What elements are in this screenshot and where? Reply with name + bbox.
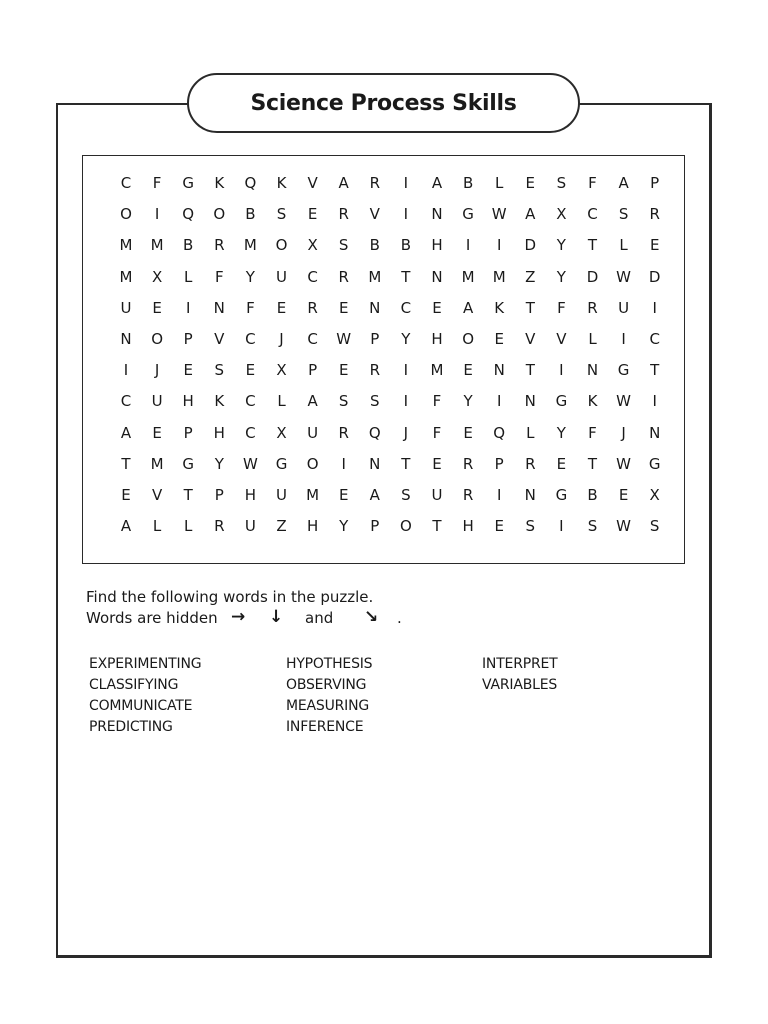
word-list-item: PREDICTING: [89, 719, 173, 735]
grid-cell: U: [307, 423, 319, 442]
grid-cell: M: [306, 486, 320, 504]
grid-cell: O: [462, 330, 474, 348]
grid-cell: M: [243, 236, 257, 255]
grid-cell: R: [338, 267, 349, 286]
grid-cell: V: [307, 174, 318, 192]
grid-cell: S: [401, 486, 411, 504]
grid-cell: E: [649, 236, 660, 255]
grid-cell: E: [494, 330, 504, 348]
grid-cell: C: [245, 423, 256, 442]
grid-cell: R: [369, 174, 381, 192]
grid-cell: O: [399, 517, 412, 536]
grid-cell: F: [432, 423, 442, 442]
grid-row: [0, 424, 768, 456]
grid-cell: Y: [556, 267, 566, 286]
grid-cell: L: [184, 267, 193, 286]
grid-row: [0, 486, 768, 518]
grid-row: [0, 268, 768, 300]
grid-cell: Y: [339, 517, 349, 536]
grid-cell: E: [432, 298, 442, 317]
arrow-right-icon: →: [231, 607, 246, 627]
grid-cell: E: [432, 454, 442, 473]
grid-cell: W: [616, 267, 632, 286]
grid-cell: I: [652, 392, 657, 411]
grid-cell: T: [432, 517, 442, 536]
grid-cell: G: [555, 392, 568, 411]
grid-cell: H: [306, 517, 319, 536]
grid-cell: L: [495, 174, 504, 192]
grid-cell: I: [403, 205, 409, 224]
grid-cell: S: [649, 517, 660, 536]
grid-cell: N: [524, 486, 536, 504]
grid-cell: K: [494, 298, 505, 317]
grid-cell: H: [431, 236, 443, 255]
grid-cell: M: [150, 454, 164, 473]
grid-cell: S: [214, 361, 225, 380]
grid-cell: W: [616, 454, 632, 473]
grid-cell: M: [461, 267, 475, 286]
grid-cell: N: [524, 392, 536, 411]
grid-cell: D: [524, 236, 537, 255]
grid-cell: F: [152, 174, 162, 192]
grid-cell: C: [307, 330, 318, 348]
grid-cell: L: [526, 423, 535, 442]
grid-cell: C: [245, 392, 256, 411]
grid-cell: B: [400, 236, 412, 255]
grid-cell: I: [559, 517, 564, 536]
grid-cell: N: [120, 330, 132, 348]
grid-cell: M: [119, 267, 133, 286]
grid-cell: E: [152, 423, 162, 442]
grid-cell: I: [496, 236, 502, 255]
instruction-prefix: Words are hidden: [86, 609, 218, 627]
grid-cell: U: [431, 486, 443, 504]
grid-cell: N: [586, 361, 599, 380]
grid-cell: T: [587, 454, 598, 473]
grid-cell: Y: [401, 330, 411, 348]
grid-cell: V: [151, 486, 163, 504]
grid-cell: P: [650, 174, 660, 192]
grid-cell: A: [120, 423, 132, 442]
grid-cell: A: [431, 174, 443, 192]
grid-cell: S: [276, 205, 287, 224]
grid-cell: R: [307, 298, 318, 317]
grid-cell: U: [244, 517, 256, 536]
grid-cell: R: [525, 454, 536, 473]
grid-cell: V: [369, 205, 380, 224]
grid-cell: M: [150, 236, 164, 255]
grid-cell: S: [525, 517, 536, 536]
grid-cell: R: [214, 236, 225, 255]
grid-cell: S: [338, 392, 349, 411]
grid-cell: K: [214, 392, 225, 411]
grid-cell: B: [462, 174, 474, 192]
grid-cell: J: [154, 361, 160, 380]
grid-cell: O: [151, 330, 163, 348]
grid-cell: B: [183, 236, 194, 255]
word-list-item: OBSERVING: [286, 677, 367, 693]
grid-cell: L: [152, 517, 162, 536]
grid-cell: T: [121, 454, 131, 473]
grid-cell: G: [182, 454, 194, 473]
grid-cell: R: [462, 454, 474, 473]
word-list-item: CLASSIFYING: [89, 677, 179, 693]
grid-cell: F: [588, 423, 597, 442]
grid-cell: U: [151, 392, 163, 411]
grid-cell: X: [276, 423, 287, 442]
grid-row: [0, 455, 768, 487]
grid-cell: F: [432, 392, 442, 411]
grid-cell: X: [276, 361, 287, 380]
grid-cell: Y: [463, 392, 473, 411]
grid-cell: I: [123, 361, 129, 380]
grid-cell: U: [618, 298, 630, 317]
grid-cell: M: [492, 267, 506, 286]
grid-cell: E: [338, 361, 349, 380]
grid-cell: L: [619, 236, 628, 255]
grid-cell: A: [462, 298, 474, 317]
grid-row: [0, 205, 768, 237]
grid-cell: I: [496, 392, 502, 411]
grid-cell: G: [555, 486, 568, 504]
grid-cell: V: [214, 330, 225, 348]
grid-cell: Y: [214, 454, 224, 473]
grid-cell: G: [275, 454, 288, 473]
grid-cell: M: [119, 236, 133, 255]
instruction-period: .: [397, 609, 402, 627]
grid-row: [0, 236, 768, 268]
grid-cell: I: [154, 205, 160, 224]
grid-cell: E: [245, 361, 256, 380]
grid-cell: G: [617, 361, 630, 380]
grid-cell: A: [618, 174, 629, 192]
word-list-item: MEASURING: [286, 698, 370, 714]
grid-cell: K: [214, 174, 225, 192]
word-list-item: INTERPRET: [482, 656, 558, 672]
grid-cell: E: [556, 454, 567, 473]
grid-cell: H: [431, 330, 443, 348]
grid-cell: E: [338, 486, 349, 504]
grid-cell: I: [185, 298, 191, 317]
grid-row: [0, 361, 768, 393]
grid-cell: J: [621, 423, 626, 442]
grid-cell: E: [121, 486, 131, 504]
grid-cell: Y: [556, 236, 566, 255]
grid-cell: C: [400, 298, 412, 317]
grid-cell: C: [245, 330, 256, 348]
grid-cell: Q: [368, 423, 381, 442]
grid-cell: B: [587, 486, 598, 504]
grid-cell: A: [369, 486, 380, 504]
arrow-diagonal-icon: ↘: [364, 607, 379, 627]
grid-cell: V: [556, 330, 567, 348]
grid-cell: N: [649, 423, 661, 442]
grid-cell: X: [307, 236, 318, 255]
grid-cell: U: [276, 486, 287, 504]
grid-cell: N: [431, 205, 443, 224]
grid-cell: T: [401, 267, 411, 286]
grid-cell: P: [183, 330, 193, 348]
grid-cell: L: [588, 330, 597, 348]
grid-cell: I: [559, 361, 564, 380]
grid-cell: X: [649, 486, 660, 504]
grid-cell: P: [370, 330, 380, 348]
grid-cell: G: [182, 174, 194, 192]
grid-cell: F: [214, 267, 224, 286]
grid-cell: S: [618, 205, 629, 224]
grid-cell: P: [494, 454, 504, 473]
grid-cell: U: [120, 298, 132, 317]
grid-cell: T: [650, 361, 660, 380]
word-list-item: HYPOTHESIS: [286, 656, 373, 672]
grid-cell: I: [652, 298, 657, 317]
and-text: and: [305, 609, 334, 627]
grid-cell: X: [556, 205, 567, 224]
grid-cell: B: [369, 236, 380, 255]
grid-cell: T: [525, 298, 535, 317]
grid-cell: E: [463, 361, 473, 380]
grid-cell: J: [403, 423, 409, 442]
grid-cell: X: [151, 267, 163, 286]
grid-row: [0, 174, 768, 206]
grid-cell: A: [120, 517, 132, 536]
grid-cell: I: [403, 361, 409, 380]
grid-cell: E: [276, 298, 287, 317]
grid-cell: D: [648, 267, 661, 286]
word-list-item: COMMUNICATE: [89, 698, 193, 714]
word-list-item: INFERENCE: [286, 719, 364, 735]
grid-cell: E: [338, 298, 349, 317]
grid-cell: H: [462, 517, 474, 536]
grid-cell: P: [214, 486, 224, 504]
grid-cell: S: [370, 392, 380, 411]
grid-cell: E: [618, 486, 629, 504]
grid-cell: N: [431, 267, 443, 286]
grid-cell: P: [370, 517, 380, 536]
grid-row: [0, 299, 768, 331]
grid-cell: T: [183, 486, 193, 504]
grid-cell: C: [120, 392, 132, 411]
grid-cell: I: [403, 392, 409, 411]
grid-cell: C: [120, 174, 132, 192]
grid-cell: W: [616, 517, 632, 536]
grid-cell: Q: [182, 205, 195, 224]
grid-cell: V: [525, 330, 536, 348]
grid-cell: F: [246, 298, 255, 317]
grid-cell: H: [244, 486, 257, 504]
word-list-item: EXPERIMENTING: [89, 656, 202, 672]
grid-cell: I: [341, 454, 346, 473]
grid-cell: W: [336, 330, 352, 348]
grid-cell: Q: [244, 174, 257, 192]
grid-cell: Z: [525, 267, 536, 286]
grid-cell: Q: [493, 423, 506, 442]
grid-cell: J: [279, 330, 284, 348]
grid-cell: F: [588, 174, 597, 192]
grid-cell: M: [368, 267, 382, 286]
grid-cell: W: [242, 454, 258, 473]
grid-cell: A: [338, 174, 349, 192]
grid-cell: S: [587, 517, 598, 536]
grid-cell: P: [308, 361, 318, 380]
grid-cell: B: [245, 205, 256, 224]
grid-cell: D: [586, 267, 599, 286]
arrow-down-icon: ↓: [269, 607, 284, 627]
grid-cell: R: [462, 486, 474, 504]
grid-cell: I: [621, 330, 626, 348]
grid-cell: R: [649, 205, 660, 224]
grid-cell: C: [307, 267, 318, 286]
grid-cell: R: [369, 361, 381, 380]
grid-cell: P: [183, 423, 193, 442]
grid-cell: N: [369, 454, 381, 473]
grid-cell: O: [306, 454, 319, 473]
instruction-line-1: Find the following words in the puzzle.: [86, 588, 374, 606]
grid-cell: E: [525, 174, 536, 192]
grid-cell: E: [152, 298, 162, 317]
grid-cell: T: [587, 236, 598, 255]
grid-cell: S: [556, 174, 567, 192]
grid-cell: M: [430, 361, 444, 380]
grid-cell: Y: [556, 423, 566, 442]
worksheet-title: [187, 73, 580, 133]
grid-cell: I: [465, 236, 471, 255]
grid-cell: N: [369, 298, 381, 317]
word-list-item: VARIABLES: [482, 677, 558, 693]
grid-cell: Y: [245, 267, 255, 286]
grid-cell: I: [496, 486, 502, 504]
grid-cell: C: [587, 205, 598, 224]
grid-cell: L: [184, 517, 193, 536]
grid-cell: N: [213, 298, 225, 317]
grid-cell: S: [338, 236, 349, 255]
grid-cell: H: [213, 423, 225, 442]
grid-cell: C: [649, 330, 660, 348]
grid-cell: N: [493, 361, 505, 380]
grid-cell: E: [183, 361, 193, 380]
grid-cell: R: [214, 517, 225, 536]
grid-cell: O: [275, 236, 288, 255]
grid-cell: T: [401, 454, 411, 473]
grid-cell: O: [120, 205, 132, 224]
grid-row: [0, 392, 768, 424]
grid-cell: G: [462, 205, 474, 224]
grid-cell: A: [525, 205, 536, 224]
grid-cell: O: [213, 205, 226, 224]
grid-cell: H: [182, 392, 194, 411]
grid-row: [0, 517, 768, 549]
title-text: Science Process Skills: [250, 90, 517, 116]
instruction-line-2: [86, 609, 218, 627]
grid-cell: R: [338, 423, 349, 442]
grid-row: [0, 330, 768, 362]
grid-cell: L: [277, 392, 286, 411]
grid-cell: G: [648, 454, 661, 473]
grid-cell: U: [276, 267, 287, 286]
grid-cell: F: [557, 298, 566, 317]
grid-cell: K: [587, 392, 598, 411]
grid-cell: A: [307, 392, 318, 411]
grid-cell: E: [494, 517, 504, 536]
grid-cell: R: [338, 205, 349, 224]
grid-cell: K: [276, 174, 287, 192]
grid-cell: I: [403, 174, 409, 192]
grid-cell: T: [525, 361, 535, 380]
grid-cell: W: [491, 205, 507, 224]
grid-cell: Z: [276, 517, 287, 536]
grid-cell: W: [616, 392, 632, 411]
grid-cell: E: [307, 205, 318, 224]
grid-cell: E: [463, 423, 473, 442]
grid-cell: R: [587, 298, 598, 317]
